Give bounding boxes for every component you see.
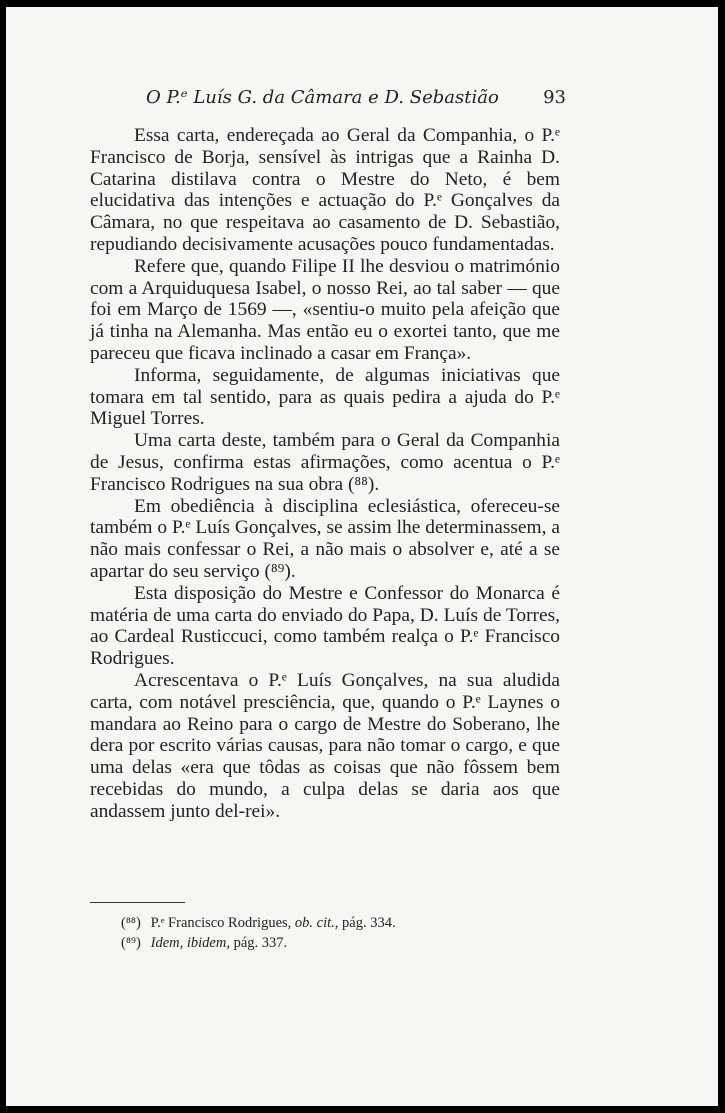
- footnote: [121, 913, 541, 933]
- footnote-author: P.ᵉ Francisco Rodrigues,: [150, 915, 292, 931]
- paragraph: Em obediência à disciplina eclesiástica, ofereceu-se também o P.ᵉ Luís Gonçalves, se assim lhe determinassem, a não mais confessar o Rei, a não mais o absolver e, até a se apartar do seu serviço (⁸⁹).: [90, 495, 560, 582]
- footnote-page: pág. 334.: [342, 915, 396, 931]
- book-page: [6, 7, 718, 1106]
- body-text: [90, 125, 560, 823]
- paragraph: Refere que, quando Filipe II lhe desviou o matrimónio com a Arquiduquesa Isabel, o nosso Rei, ao tal saber — que foi em Março de 1569 —, «sentiu-o muito pela afeição que já tinha na Alemanha. Mas então eu o exortei tanto, que me pareceu que ficava inclinado a casar em França».: [90, 255, 560, 364]
- footnote-work: ob. cit.,: [294, 915, 339, 931]
- paragraph: Acrescentava o P.ᵉ Luís Gonçalves, na sua aludida carta, com notável presciência, que, quando o P.ᵉ Laynes o mandara ao Reino para o cargo de Mestre do Soberano, lhe dera por escrito várias causas, para não tomar o cargo, e que uma delas «era que tôdas as coisas que não fôssem bem recebidas do mundo, a culpa delas se daria aos que andassem junto del-rei».: [90, 669, 560, 822]
- header-title: O P.ᵉ Luís G. da Câmara e D. Sebastião: [146, 87, 499, 108]
- footnotes: [121, 913, 541, 953]
- paragraph: Essa carta, endereçada ao Geral da Companhia, o P.ᵉ Francisco de Borja, sensível às intrigas que a Rainha D. Catarina distilava contra o Mestre do Neto, é bem elucidativa das intenções e actuação do P.ᵉ Gonçalves da Câmara, no que respeitava ao casamento de D. Sebastião, repudiando decisivamente acusações pouco fundamentadas.: [90, 125, 560, 255]
- footnote-mark: (⁸⁸): [121, 915, 141, 931]
- running-header: [146, 87, 566, 117]
- footnote-divider: [90, 902, 185, 903]
- footnote-mark: (⁸⁹): [121, 935, 141, 951]
- paragraph: Informa, seguidamente, de algumas iniciativas que tomara em tal sentido, para as quais pedira a ajuda do P.ᵉ Miguel Torres.: [90, 364, 560, 430]
- footnote-page: pág. 337.: [233, 935, 288, 951]
- paragraph: Esta disposição do Mestre e Confessor do Monarca é matéria de uma carta do enviado do Papa, D. Luís de Torres, ao Cardeal Rusticcuci, como também realça o P.ᵉ Francisco Rodrigues.: [90, 582, 560, 670]
- paragraph: Uma carta deste, também para o Geral da Companhia de Jesus, confirma estas afirmações, como acentua o P.ᵉ Francisco Rodrigues na sua obra (⁸⁸).: [90, 430, 560, 495]
- page-number: 93: [543, 87, 566, 108]
- footnote-work: Idem, ibidem,: [150, 935, 230, 951]
- footnote: [121, 933, 541, 953]
